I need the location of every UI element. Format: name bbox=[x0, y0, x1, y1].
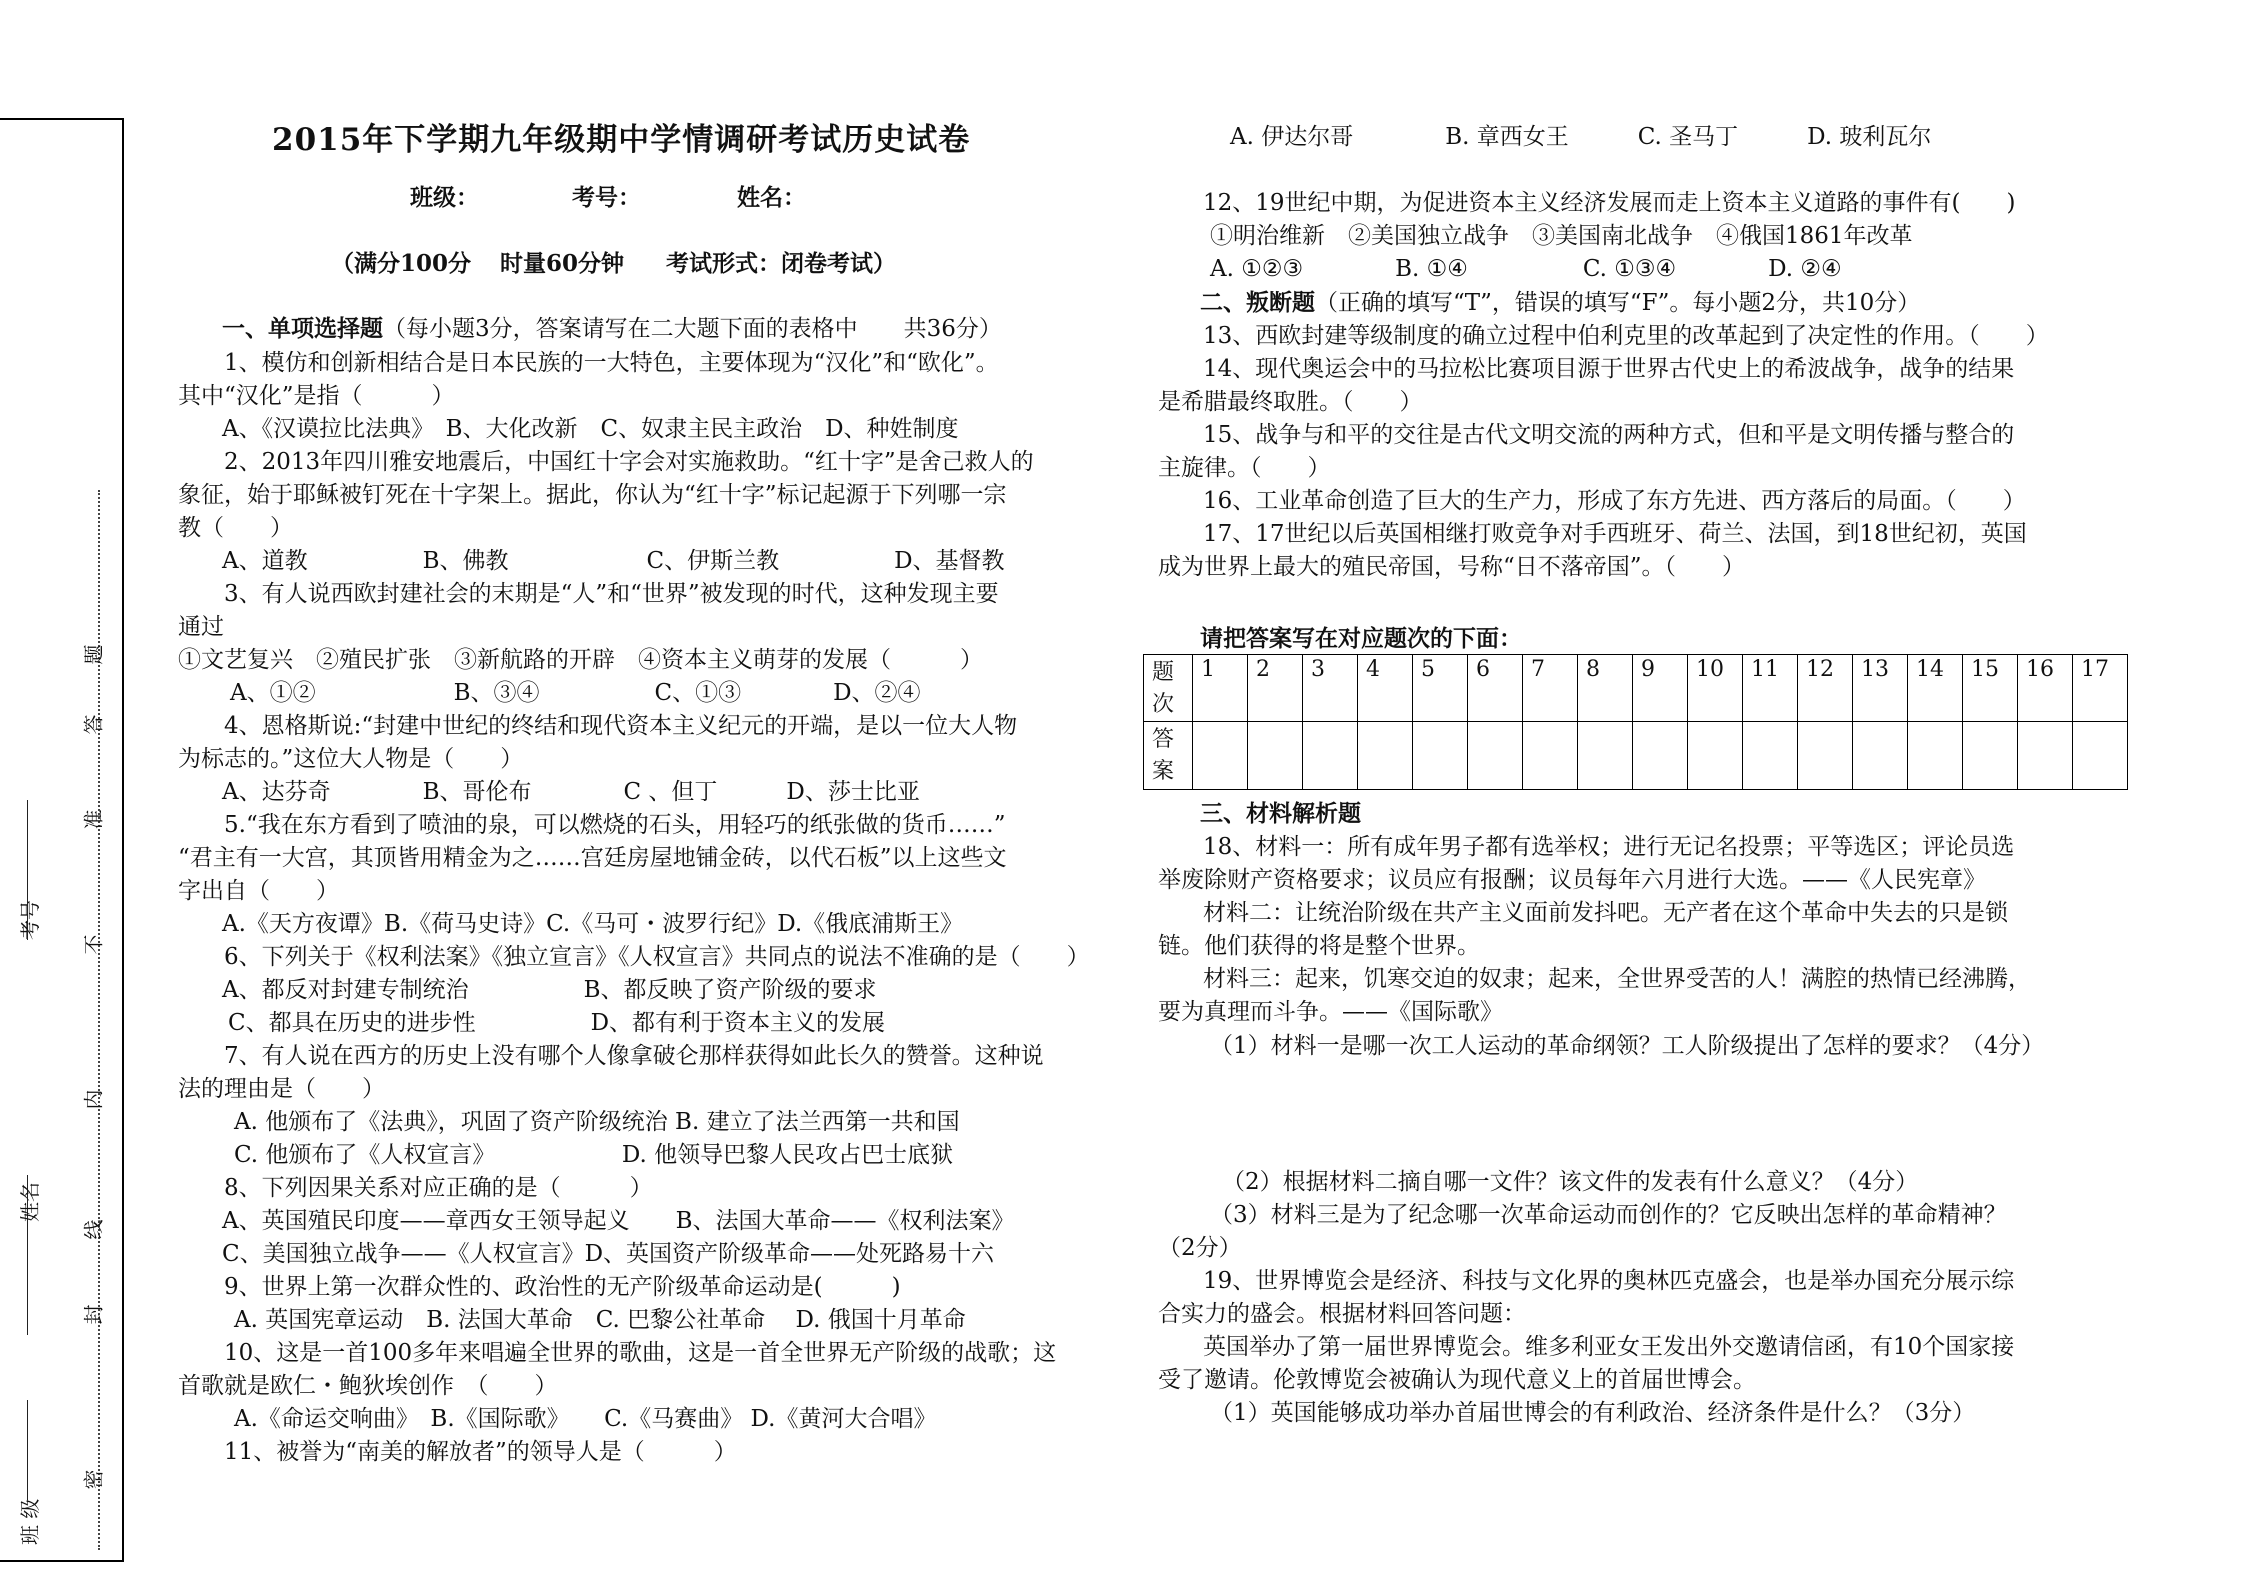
question-line: 4、恩格斯说:“封建中世纪的终结和现代资本主义纪元的开端，是以一位大人物 bbox=[224, 713, 1018, 739]
section2-heading bbox=[1200, 286, 1920, 320]
info-class: 班级： bbox=[410, 184, 479, 211]
material-line: 18、材料一：所有成年男子都有选举权；进行无记名投票；平等选区；评论员选 bbox=[1203, 834, 2015, 860]
material-line: 材料二：让统治阶级在共产主义面前发抖吧。无产者在这个革命中失去的只是锁 bbox=[1203, 900, 2008, 926]
seal-char: 线 bbox=[81, 1219, 106, 1240]
question-number-cell: 7 bbox=[1523, 655, 1578, 722]
question-number-cell: 12 bbox=[1798, 655, 1853, 722]
question-number-cell: 2 bbox=[1248, 655, 1303, 722]
question-line: 首歌就是欧仁・鲍狄埃创作 （ ） bbox=[178, 1373, 558, 1399]
question-line: A、英国殖民印度——章西女王领导起义 B、法国大革命——《权利法案》 bbox=[222, 1208, 1015, 1234]
question-line: 其中“汉化”是指（ ） bbox=[178, 383, 455, 409]
material-line: 要为真理而斗争。——《国际歌》 bbox=[1158, 999, 1503, 1025]
answer-cell[interactable] bbox=[1303, 722, 1358, 790]
question-line: （3）材料三是为了纪念哪一次革命运动而创作的？它反映出怎样的革命精神？ bbox=[1210, 1202, 2007, 1228]
question-line: A、道教 B、佛教 C、伊斯兰教 D、基督教 bbox=[222, 548, 1005, 574]
question-line: 通过 bbox=[178, 614, 224, 640]
seal-char: 答 bbox=[81, 714, 106, 735]
question-line: A、达芬奇 B、哥伦布 C 、但丁 D、莎士比亚 bbox=[222, 779, 920, 805]
seal-char: 准 bbox=[81, 809, 106, 830]
binding-number-label: 考号 bbox=[18, 900, 42, 940]
question-line: （2）根据材料二摘自哪一文件？该文件的发表有什么意义？（4分） bbox=[1222, 1169, 1919, 1195]
answer-cell[interactable] bbox=[1908, 722, 1963, 790]
answer-cell[interactable] bbox=[1413, 722, 1468, 790]
section3-title: 三、材料解析题 bbox=[1200, 800, 1361, 827]
section2-note: （正确的填写“T”，错误的填写“F”。每小题2分，共10分） bbox=[1315, 290, 1921, 316]
binding-name-label: 姓名 bbox=[18, 1182, 42, 1222]
answer-cell[interactable] bbox=[1523, 722, 1578, 790]
answer-cell[interactable] bbox=[1248, 722, 1303, 790]
question-line: A.《天方夜谭》B.《荷马史诗》C.《马可・波罗行纪》D.《俄底浦斯王》 bbox=[222, 911, 964, 937]
question-line: A. 英国宪章运动 B. 法国大革命 C. 巴黎公社革命 D. 俄国十月革命 bbox=[234, 1307, 966, 1333]
section1-title: 一、单项选择题 bbox=[222, 315, 383, 342]
answer-table bbox=[1143, 654, 2128, 790]
answer-cell[interactable] bbox=[1633, 722, 1688, 790]
question-number-cell: 11 bbox=[1743, 655, 1798, 722]
question-line: A.《命运交响曲》 B.《国际歌》 C.《马赛曲》 D.《黄河大合唱》 bbox=[234, 1406, 937, 1432]
answer-cell[interactable] bbox=[1358, 722, 1413, 790]
question-number-cell: 5 bbox=[1413, 655, 1468, 722]
question-line: C、美国独立战争——《人权宣言》D、英国资产阶级革命——处死路易十六 bbox=[222, 1241, 995, 1267]
question-line: A、《汉谟拉比法典》 B、大化改新 C、奴隶主民主政治 D、种姓制度 bbox=[222, 416, 959, 442]
info-name: 姓名： bbox=[737, 184, 806, 211]
question-line: 7、有人说在西方的历史上没有哪个人像拿破仑那样获得如此长久的赞誉。这种说 bbox=[224, 1043, 1044, 1069]
question-number-cell: 14 bbox=[1908, 655, 1963, 722]
question-line: A、都反对封建专制统治 B、都反映了资产阶级的要求 bbox=[222, 977, 877, 1003]
question-number-cell: 15 bbox=[1963, 655, 2018, 722]
answer-cell[interactable] bbox=[1743, 722, 1798, 790]
answer-cell[interactable] bbox=[1963, 722, 2018, 790]
material-line: 链。他们获得的将是整个世界。 bbox=[1158, 933, 1480, 959]
question-line: “君主有一大宫，其顶皆用精金为之……宫廷房屋地铺金砖，以代石板”以上这些文 bbox=[178, 845, 1007, 871]
question-line: A. ①②③ B. ①④ C. ①③④ D. ②④ bbox=[1210, 256, 1842, 282]
answer-cell[interactable] bbox=[1468, 722, 1523, 790]
seal-char: 不 bbox=[81, 934, 106, 955]
question-line: 合实力的盛会。根据材料回答问题： bbox=[1158, 1301, 1526, 1327]
question-line: ①文艺复兴 ②殖民扩张 ③新航路的开辟 ④资本主义萌芽的发展（ ） bbox=[178, 647, 983, 673]
answer-cell[interactable] bbox=[2018, 722, 2073, 790]
question-line: 11、被誉为“南美的解放者”的领导人是（ ） bbox=[224, 1439, 737, 1465]
judge-line: 14、现代奥运会中的马拉松比赛项目源于世界古代史上的希波战争，战争的结果 bbox=[1203, 356, 2015, 382]
question-number-cell: 13 bbox=[1853, 655, 1908, 722]
answer-cell[interactable] bbox=[1193, 722, 1248, 790]
question-line: 法的理由是（ ） bbox=[178, 1076, 385, 1102]
section2-title: 二、叛断题 bbox=[1200, 289, 1315, 316]
question-number-cell: 8 bbox=[1578, 655, 1633, 722]
question-number-cell: 4 bbox=[1358, 655, 1413, 722]
material-line: 举废除财产资格要求；议员应有报酬；议员每年六月进行大选。——《人民宪章》 bbox=[1158, 867, 1986, 893]
answer-table-row2-head: 答 案 bbox=[1144, 722, 1193, 790]
question-line: 受了邀请。伦敦博览会被确认为现代意义上的首届世博会。 bbox=[1158, 1367, 1756, 1393]
binding-margin bbox=[0, 118, 124, 1562]
answer-cell[interactable] bbox=[1853, 722, 1908, 790]
question-number-cell: 1 bbox=[1193, 655, 1248, 722]
question-line: （2分） bbox=[1158, 1235, 1242, 1261]
question-line: 为标志的。”这位大人物是（ ） bbox=[178, 746, 524, 772]
question-number-cell: 10 bbox=[1688, 655, 1743, 722]
question-line: 12、19世纪中期，为促进资本主义经济发展而走上资本主义道路的事件有( ) bbox=[1203, 190, 2016, 216]
question-number-cell: 9 bbox=[1633, 655, 1688, 722]
question-number-cell: 16 bbox=[2018, 655, 2073, 722]
judge-line: 17、17世纪以后英国相继打败竞争对手西班牙、荷兰、法国，到18世纪初，英国 bbox=[1203, 521, 2027, 547]
binding-class-label: 班 级 bbox=[18, 1498, 42, 1545]
judge-line: 成为世界上最大的殖民帝国，号称“日不落帝国”。（ ） bbox=[1158, 554, 1746, 580]
judge-line: 13、西欧封建等级制度的确立过程中伯利克里的改革起到了决定性的作用。（ ） bbox=[1203, 323, 2049, 349]
exam-title: 2015年下学期九年级期中学情调研考试历史试卷 bbox=[272, 122, 971, 158]
seal-char: 密 bbox=[81, 1469, 106, 1490]
question-line: 字出自（ ） bbox=[178, 878, 339, 904]
section1-heading bbox=[222, 312, 1002, 346]
question-line: C、都具在历史的进步性 D、都有利于资本主义的发展 bbox=[228, 1010, 886, 1036]
info-number: 考号： bbox=[572, 184, 641, 211]
binding-class-line bbox=[27, 1400, 28, 1500]
question-line: 8、下列因果关系对应正确的是（ ） bbox=[224, 1175, 653, 1201]
question-line: C. 他颁布了《人权宣言》 D. 他领导巴黎人民攻占巴士底狱 bbox=[234, 1142, 954, 1168]
question-line: 10、这是一首100多年来唱遍全世界的歌曲，这是一首全世界无产阶级的战歌；这 bbox=[224, 1340, 1057, 1366]
answer-cell[interactable] bbox=[1798, 722, 1853, 790]
answer-table-row1-head: 题 次 bbox=[1144, 655, 1193, 722]
meta-form: 考试形式：闭卷考试） bbox=[666, 250, 896, 277]
judge-line: 主旋律。（ ） bbox=[1158, 455, 1331, 481]
question-line: 9、世界上第一次群众性的、政治性的无产阶级革命运动是( ) bbox=[224, 1274, 901, 1300]
question-line: 5.“我在东方看到了喷油的泉，可以燃烧的石头，用轻巧的纸张做的货币……” bbox=[224, 812, 1006, 838]
question-line: 6、下列关于《权利法案》《独立宣言》《人权宣言》共同点的说法不准确的是（ ） bbox=[224, 944, 1090, 970]
question-line: A. 他颁布了《法典》，巩固了资产阶级统治 B. 建立了法兰西第一共和国 bbox=[234, 1109, 960, 1135]
question-line: 教（ ） bbox=[178, 515, 293, 541]
seal-char: 内 bbox=[81, 1089, 106, 1110]
material-line: 材料三：起来，饥寒交迫的奴隶；起来，全世界受苦的人！满腔的热情已经沸腾， bbox=[1203, 966, 2031, 992]
question-line: 象征，始于耶稣被钉死在十字架上。据此，你认为“红十字”标记起源于下列哪一宗 bbox=[178, 482, 1007, 508]
material-line: （1）材料一是哪一次工人运动的革命纲领？工人阶级提出了怎样的要求？（4分） bbox=[1210, 1033, 2045, 1059]
question-line: 19、世界博览会是经济、科技与文化界的奥林匹克盛会，也是举办国充分展示综 bbox=[1203, 1268, 2015, 1294]
question-number-cell: 6 bbox=[1468, 655, 1523, 722]
judge-line: 16、工业革命创造了巨大的生产力，形成了东方先进、西方落后的局面。（ ） bbox=[1203, 488, 2026, 514]
question-number-cell: 17 bbox=[2073, 655, 2128, 722]
answer-prompt: 请把答案写在对应题次的下面： bbox=[1200, 625, 1522, 652]
section1-note: （每小题3分，答案请写在二大题下面的表格中 共36分） bbox=[383, 316, 1002, 342]
judge-line: 15、战争与和平的交往是古代文明交流的两种方式，但和平是文明传播与整合的 bbox=[1203, 422, 2015, 448]
answer-cell[interactable] bbox=[1688, 722, 1743, 790]
seal-char: 封 bbox=[81, 1304, 106, 1325]
seal-char: 题 bbox=[81, 644, 106, 665]
answer-cell[interactable] bbox=[1578, 722, 1633, 790]
meta-time: 时量60分钟 bbox=[500, 250, 625, 277]
judge-line: 是希腊最终取胜。（ ） bbox=[1158, 389, 1423, 415]
answer-cell[interactable] bbox=[2073, 722, 2128, 790]
question-line: 3、有人说西欧封建社会的末期是“人”和“世界”被发现的时代，这种发现主要 bbox=[224, 581, 999, 607]
question-number-cell: 3 bbox=[1303, 655, 1358, 722]
question-line: A、①② B、③④ C、①③ D、②④ bbox=[230, 680, 921, 706]
question-line: 英国举办了第一届世界博览会。维多利亚女王发出外交邀请信函，有10个国家接 bbox=[1203, 1334, 2015, 1360]
meta-score: （满分100分 bbox=[331, 250, 472, 277]
question-line: ①明治维新 ②美国独立战争 ③美国南北战争 ④俄国1861年改革 bbox=[1210, 223, 1913, 249]
question-line: （1）英国能够成功举办首届世博会的有利政治、经济条件是什么？（3分） bbox=[1210, 1400, 1976, 1426]
question-line: 2、2013年四川雅安地震后，中国红十字会对实施救助。“红十字”是舍己救人的 bbox=[224, 449, 1034, 475]
question-line: A. 伊达尔哥 B. 章西女王 C. 圣马丁 D. 玻利瓦尔 bbox=[1230, 124, 1932, 150]
question-line: 1、模仿和创新相结合是日本民族的一大特色，主要体现为“汉化”和“欧化”。 bbox=[224, 350, 999, 376]
